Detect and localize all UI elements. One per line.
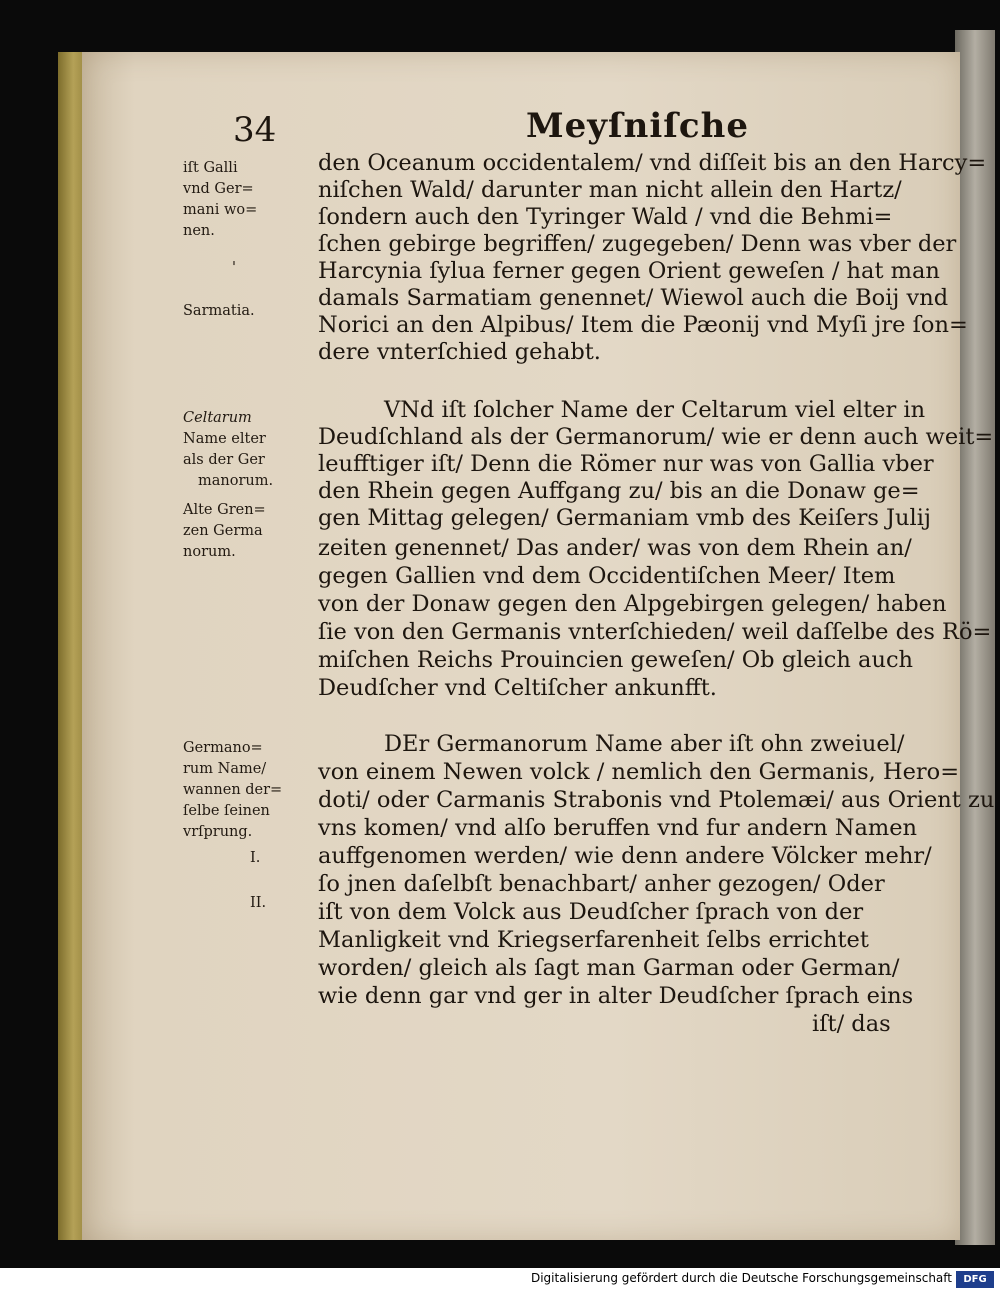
body-line: niſchen Wald/ darunter man nicht allein den Hartz/ (318, 177, 902, 203)
page-number: 34 (233, 110, 277, 150)
margin-note: zen Germa (183, 523, 263, 539)
body-line: miſchen Reichs Prouincien geweſen/ Ob gleich auch (318, 647, 914, 673)
body-line: ſie von den Germanis vnterſchieden/ weil daſſelbe des Rö= (318, 619, 992, 645)
body-line: worden/ gleich als ſagt man Garman oder German/ (318, 955, 900, 981)
margin-note: Germano= (183, 740, 263, 756)
margin-note: Alte Gren= (183, 502, 266, 518)
body-line: ſondern auch den Tyringer Wald / vnd die Behmi= (318, 204, 893, 230)
catchword: iſt/ das (812, 1011, 891, 1037)
dfg-logo: DFG (956, 1271, 994, 1288)
body-line: doti/ oder Carmanis Strabonis vnd Ptolemæi/ aus Orient zu (318, 787, 995, 813)
body-line: DEr Germanorum Name aber iſt ohn zweiuel/ (384, 731, 905, 757)
margin-note: norum. (183, 544, 236, 560)
body-line: Deudſchland als der Germanorum/ wie er denn auch weit= (318, 424, 994, 450)
margin-note: rum Name/ (183, 761, 267, 777)
body-line: von einem Newen volck / nemlich den Germanis, Hero= (318, 759, 960, 785)
footer-bar (0, 1268, 1000, 1290)
body-line: leufftiger iſt/ Denn die Römer nur was von Gallia vber (318, 451, 934, 477)
body-line: vns komen/ vnd alſo beruffen vnd fur andern Namen (318, 815, 918, 841)
body-line: ſchen gebirge begriffen/ zugegeben/ Denn was vber der (318, 231, 957, 257)
margin-note: vrſprung. (183, 824, 253, 840)
body-line: Harcynia ſylua ferner gegen Orient geweſen / hat man (318, 258, 940, 284)
body-line: gegen Gallien vnd dem Occidentiſchen Meer/ Item (318, 563, 896, 589)
body-line: VNd iſt ſolcher Name der Celtarum viel elter in (384, 397, 926, 423)
body-line: den Oceanum occidentalem/ vnd diſſeit bis an den Harcy= (318, 150, 987, 176)
body-line: Manligkeit vnd Kriegserfarenheit ſelbs errichtet (318, 927, 869, 953)
margin-note: ſelbe ſeinen (183, 803, 270, 819)
body-line: gen Mittag gelegen/ Germaniam vmb des Keiſers Julij (318, 505, 931, 531)
body-line: den Rhein gegen Auffgang zu/ bis an die Donaw ge= (318, 478, 920, 504)
running-head: Meyſniſche (526, 106, 749, 146)
footer-credit: Digitalisierung gefördert durch die Deutsche Forschungsgemeinschaft (530, 1271, 952, 1285)
body-line: dere vnterſchied gehabt. (318, 339, 601, 365)
body-line: ſo jnen daſelbſt benachbart/ anher gezogen/ Oder (318, 871, 885, 897)
margin-note: wannen der= (183, 782, 283, 798)
body-line: Deudſcher vnd Celtiſcher ankunfft. (318, 675, 717, 701)
margin-note: Sarmatia. (183, 303, 255, 319)
margin-note: manorum. (198, 473, 274, 489)
margin-note: Name elter (183, 431, 266, 447)
margin-note: II. (250, 895, 267, 911)
margin-note: als der Ger (183, 452, 265, 468)
body-line: zeiten genennet/ Das ander/ was von dem Rhein an/ (318, 535, 912, 561)
margin-note: nen. (183, 223, 215, 239)
body-line: wie denn gar vnd ger in alter Deudſcher ſprach eins (318, 983, 914, 1009)
body-line: auffgenomen werden/ wie denn andere Völcker mehr/ (318, 843, 932, 869)
body-line: von der Donaw gegen den Alpgebirgen gelegen/ haben (318, 591, 947, 617)
margin-note: vnd Ger= (183, 181, 254, 197)
margin-note: ' (232, 260, 236, 276)
margin-note: mani wo= (183, 202, 258, 218)
margin-note: I. (250, 850, 261, 866)
body-line: Norici an den Alpibus/ Item die Pæonij vnd Myſi jre ſon= (318, 312, 968, 338)
body-line: iſt von dem Volck aus Deudſcher ſprach von der (318, 899, 864, 925)
margin-note: iſt Galli (183, 160, 238, 176)
margin-note: Celtarum (183, 410, 252, 426)
body-line: damals Sarmatiam genennet/ Wiewol auch die Boij vnd (318, 285, 949, 311)
